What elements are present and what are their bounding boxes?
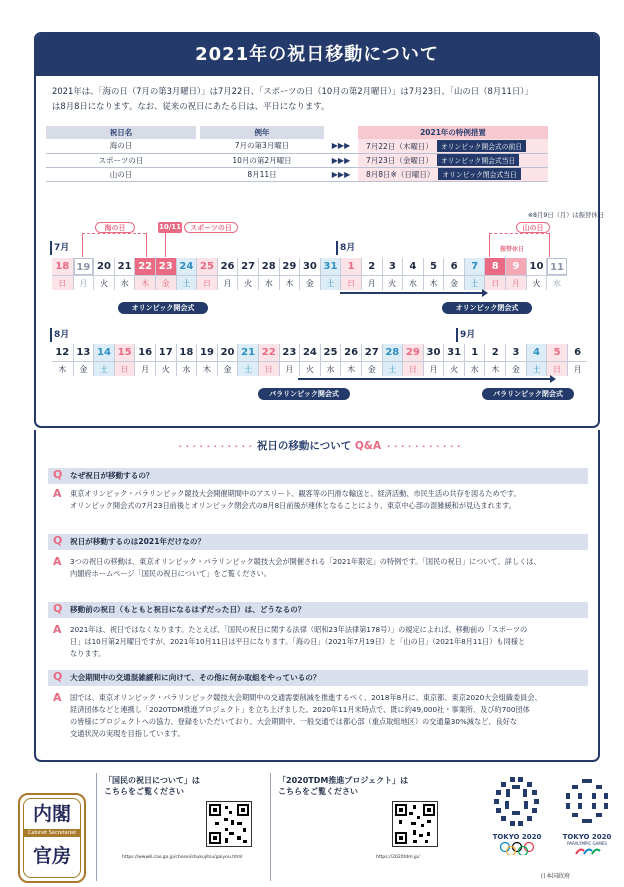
day-of-week: 水 <box>321 361 341 376</box>
day-number: 12 <box>55 347 70 358</box>
olympic-opening-badge: オリンピック開会式 <box>118 302 208 314</box>
day-of-week: 土 <box>465 275 485 290</box>
calendar-day <box>402 258 423 290</box>
day-of-week: 月 <box>280 361 300 376</box>
day-of-week: 金 <box>362 361 382 376</box>
calendar-day <box>258 258 279 290</box>
day-of-week: 金 <box>300 275 320 290</box>
day-number: 14 <box>94 344 114 361</box>
table-row <box>46 139 548 153</box>
calendar-aug-sep <box>52 344 587 376</box>
day-number: 4 <box>409 261 417 272</box>
holiday-name: 海の日 <box>46 139 196 153</box>
callout-sports-num: 10/11 <box>158 223 182 231</box>
day-number: 23 <box>282 347 297 358</box>
day-number: 2 <box>368 261 376 272</box>
calendar-day <box>299 258 320 290</box>
day-number: 6 <box>574 347 582 358</box>
calendar-day <box>114 258 135 290</box>
calendar-day <box>114 344 135 376</box>
calendar-day <box>299 344 320 376</box>
day-of-week: 日 <box>259 361 279 376</box>
answer-1: A 東京オリンピック・パラリンピック競技大会開催期間中のアスリート、観客等の円滑な輸送と、経済活動、市民生活の共存を図るためです。 オリンピック開会式の7月23日前後とオリンピック閉会式の8月8日前後が連休となることにより、東京中心部の混雑緩和が見込まれます。 <box>53 487 521 510</box>
answer-4: A 国では、東京オリンピック・パラリンピック競技大会期間中の交通需要削減を推進するべく、2018年8月に、東京都、東京2020大会組織委員会、 経済団体などと連携し「2020TDM推進プロジェクト」を立ち上げました。2020年11月末時点で、既に約49,000社・事業所、及び約700団体 の皆様にプロジェクトへの協力、登録をいただいており、大会期間中、一般交通では都心部（重点取組地区）の交通量30%減など、良好な 交通状況の実現を目指しています。 <box>53 691 542 738</box>
day-of-week: 土 <box>238 361 258 376</box>
calendar-day <box>52 344 73 376</box>
day-number: 30 <box>302 261 317 272</box>
day-of-week: 木 <box>341 361 361 376</box>
day-number: 10 <box>529 261 544 272</box>
link-url-tdm[interactable]: https://2020tdm.jp/ <box>376 855 420 860</box>
calendar-day <box>134 258 155 290</box>
day-of-week: 月 <box>135 361 155 376</box>
day-of-week: 日 <box>547 361 567 376</box>
calendar-day <box>484 258 505 290</box>
calendar-day <box>93 344 114 376</box>
day-of-week: 日 <box>115 361 135 376</box>
day-of-week: 土 <box>527 361 547 376</box>
day-number: 4 <box>527 344 547 361</box>
day-number: 3 <box>388 261 396 272</box>
day-number: 22 <box>259 344 279 361</box>
footer <box>0 765 624 887</box>
olympic-badge: オリンピック開会式の前日 <box>437 140 526 152</box>
calendar-day <box>176 258 197 290</box>
day-number: 23 <box>156 258 176 275</box>
day-number: 8 <box>485 258 505 275</box>
calendar-day <box>237 344 258 376</box>
day-number: 5 <box>547 344 567 361</box>
day-number: 28 <box>383 344 403 361</box>
day-of-week: 火 <box>156 361 176 376</box>
cabinet-secretariat-logo: 内閣 Cabinet Secretariat 官房 <box>18 793 86 883</box>
day-of-week: 火 <box>94 275 114 290</box>
day-of-week: 月 <box>506 275 526 290</box>
paralympic-closing-badge: パラリンピック閉会式 <box>482 388 574 400</box>
calendar-day <box>423 344 444 376</box>
holiday-date: 7月23日（金曜日） <box>366 156 433 165</box>
day-of-week: 日 <box>197 275 217 290</box>
paralympic-opening-badge: パラリンピック開会式 <box>258 388 350 400</box>
calendar-day <box>196 344 217 376</box>
th-special: 2021年の特例措置 <box>358 126 548 139</box>
calendar-day <box>526 258 547 290</box>
day-of-week: 火 <box>383 275 403 290</box>
calendar-day <box>443 258 464 290</box>
day-number: 24 <box>177 258 197 275</box>
day-number: 1 <box>471 347 479 358</box>
month-label-sep: 9月 <box>456 327 475 342</box>
day-number: 22 <box>135 258 155 275</box>
callout-sports: スポーツの日 <box>184 222 238 233</box>
day-of-week: 金 <box>506 361 526 376</box>
calendar-day <box>505 258 526 290</box>
qr-code-tdm[interactable] <box>392 801 438 847</box>
calendar-day <box>526 344 547 376</box>
government-of-japan-label: 日本国政府 <box>540 873 571 880</box>
day-of-week: 日 <box>341 275 361 290</box>
calendar-day <box>320 344 341 376</box>
calendar-day <box>196 258 217 290</box>
olympic-badge: オリンピック開会式当日 <box>437 154 520 166</box>
day-of-week: 水 <box>403 275 423 290</box>
calendar-day <box>217 258 238 290</box>
table-row <box>46 153 548 167</box>
day-of-week: 火 <box>300 361 320 376</box>
qa-heading: ・・・・・・・・・・・ 祝日の移動について Q&A ・・・・・・・・・・・ <box>176 440 462 452</box>
tokyo2020-olympic-emblem: TOKYO 2020 <box>488 775 546 857</box>
calendar-day <box>237 258 258 290</box>
day-number: 16 <box>138 347 153 358</box>
day-number: 29 <box>403 344 423 361</box>
question-4: Q 大会期間中の交通混雑緩和に向けて、その他に何か取組をやっているの？ <box>48 670 588 686</box>
period-arrow <box>340 292 484 294</box>
day-number: 26 <box>220 261 235 272</box>
day-of-week: 水 <box>177 361 197 376</box>
question-1: Q なぜ祝日が移動するの？ <box>48 468 588 484</box>
day-of-week: 月 <box>362 275 382 290</box>
day-of-week: 水 <box>115 275 135 290</box>
day-of-week: 月 <box>424 361 444 376</box>
calendar-day <box>505 344 526 376</box>
day-number: 27 <box>364 347 379 358</box>
holiday-usual: 8月11日 <box>200 167 324 181</box>
day-number: 19 <box>199 347 214 358</box>
day-of-week: 土 <box>321 275 341 290</box>
calendar-day <box>73 258 94 290</box>
day-number: 27 <box>241 261 256 272</box>
calendar-day <box>93 258 114 290</box>
intro-line-1: 2021年は、「海の日（7月の第3月曜日）」は7月22日、「スポーツの日（10月の第2月曜日）」は7月23日、「山の日（8月11日）」 <box>52 86 533 96</box>
day-number: 1 <box>341 258 361 275</box>
day-number: 24 <box>302 347 317 358</box>
month-label-aug: 8月 <box>336 240 355 255</box>
arrow-icon: ▶▶▶ <box>324 167 358 181</box>
day-number: 7 <box>465 258 485 275</box>
holiday-usual: 7月の第3月曜日 <box>200 139 324 153</box>
calendar-day <box>73 344 94 376</box>
calendar-day <box>361 258 382 290</box>
day-of-week: 木 <box>485 361 505 376</box>
day-of-week: 金 <box>74 361 94 376</box>
day-of-week: 木 <box>52 361 73 376</box>
day-of-week: 日 <box>403 361 423 376</box>
answer-2: A 3つの祝日の移動は、東京オリンピック・パラリンピック競技大会が開催される「2021年限定」の特例です。「国民の祝日」について、詳しくは、 内閣府ホームページ「国民の祝日について」をご覧ください。 <box>53 555 541 578</box>
day-number: 29 <box>282 261 297 272</box>
intro-line-2: は8月8日になります。なお、従来の祝日にあたる日は、平日になります。 <box>52 101 330 111</box>
calendar-day <box>320 258 341 290</box>
link-block-holidays: 「国民の祝日について」は こちらをご覧ください <box>104 776 200 796</box>
day-number: 21 <box>117 261 132 272</box>
day-number: 2 <box>491 347 499 358</box>
olympic-closing-badge: オリンピック閉会式 <box>442 302 532 314</box>
day-of-week: 金 <box>218 361 238 376</box>
calendar-day <box>176 344 197 376</box>
furikae-label: 振替休日 <box>500 246 525 253</box>
day-number: 21 <box>238 344 258 361</box>
holiday-date: 7月22日（木曜日） <box>366 141 433 151</box>
holiday-name: スポーツの日 <box>46 153 196 167</box>
period-arrow <box>298 378 552 380</box>
calendar-day <box>361 344 382 376</box>
day-of-week: 木 <box>280 275 300 290</box>
day-of-week: 月 <box>568 361 588 376</box>
day-number: 15 <box>115 344 135 361</box>
calendar-day <box>52 258 73 290</box>
calendar-day <box>155 258 176 290</box>
page-title: 2021年の祝日移動について <box>36 34 598 76</box>
day-of-week: 水 <box>547 275 567 290</box>
agitos-icon <box>558 846 616 856</box>
callout-yama: 山の日 <box>516 222 550 233</box>
calendar-day <box>382 258 403 290</box>
tokyo2020-paralympic-emblem: TOKYO 2020 PARALYMPIC GAMES <box>558 775 616 858</box>
day-of-week: 火 <box>238 275 258 290</box>
day-of-week: 水 <box>259 275 279 290</box>
day-number: 20 <box>220 347 235 358</box>
callout-umi: 海の日 <box>95 222 135 233</box>
day-number: 19 <box>74 258 94 275</box>
answer-3: A 2021年は、祝日ではなくなります。たとえば、「国民の祝日に関する法律（昭和23年法律第178号）」の規定によれば、移動前の「スポーツの 日」は10月第2月曜日ですが、2021年10月11日は平日になります。「海の日」（2021年7月19日）と「山の日」（2021年8月11日）も同様と なります。 <box>53 623 528 658</box>
th-holiday-name: 祝日名 <box>46 126 196 139</box>
calendar-day <box>464 258 485 290</box>
day-number: 5 <box>430 261 437 272</box>
link-url-holidays[interactable]: https://www8.cao.go.jp/chosei/shukujitsu/gaiyou.html <box>122 855 243 860</box>
calendar-day <box>484 344 505 376</box>
day-of-week: 火 <box>444 361 464 376</box>
calendar-day <box>258 344 279 376</box>
calendar-day <box>217 344 238 376</box>
day-of-week: 火 <box>527 275 547 290</box>
day-of-week: 金 <box>156 275 176 290</box>
table-row <box>46 167 548 181</box>
day-number: 26 <box>344 347 359 358</box>
day-number: 3 <box>512 347 520 358</box>
day-number: 18 <box>179 347 194 358</box>
day-number: 20 <box>97 261 111 272</box>
calendar-day <box>155 344 176 376</box>
intro-text <box>52 84 588 114</box>
day-of-week: 水 <box>465 361 485 376</box>
day-number: 31 <box>321 258 341 275</box>
calendar-day <box>134 344 155 376</box>
olympic-rings-icon <box>488 841 546 855</box>
day-number: 9 <box>506 258 526 275</box>
th-usual: 例年 <box>200 126 324 139</box>
day-of-week: 土 <box>94 361 114 376</box>
calendar-day <box>546 344 567 376</box>
day-number: 11 <box>547 258 567 275</box>
calendar-day <box>402 344 423 376</box>
olympic-badge: オリンピック閉会式当日 <box>438 168 521 180</box>
holiday-usual: 10月の第2月曜日 <box>200 153 324 167</box>
day-of-week: 月 <box>74 275 94 290</box>
day-of-week: 月 <box>218 275 238 290</box>
calendar-day <box>443 344 464 376</box>
calendar-day <box>279 344 300 376</box>
day-number: 18 <box>52 258 73 275</box>
calendar-day <box>546 258 567 290</box>
calendar-day <box>464 344 485 376</box>
day-of-week: 木 <box>424 275 444 290</box>
qr-code-holidays[interactable] <box>206 801 252 847</box>
day-number: 25 <box>197 258 217 275</box>
day-number: 13 <box>76 347 91 358</box>
day-of-week: 日 <box>485 275 505 290</box>
day-of-week: 土 <box>383 361 403 376</box>
calendar-day <box>567 344 588 376</box>
qa-card <box>34 430 600 762</box>
calendar-day <box>340 258 361 290</box>
day-number: 6 <box>450 261 458 272</box>
footnote: ※8月9日（月）は振替休日 <box>527 212 604 219</box>
month-label-aug-2: 8月 <box>50 327 69 342</box>
calendar-day <box>382 344 403 376</box>
link-block-tdm: 「2020TDM推進プロジェクト」は こちらをご覧ください <box>278 776 409 796</box>
day-number: 17 <box>158 347 173 358</box>
day-number: 30 <box>426 347 441 358</box>
arrow-icon: ▶▶▶ <box>324 139 358 153</box>
day-of-week: 土 <box>177 275 197 290</box>
holiday-table <box>46 126 548 182</box>
day-of-week: 木 <box>197 361 217 376</box>
day-of-week: 金 <box>444 275 464 290</box>
day-number: 28 <box>261 261 276 272</box>
day-of-week: 木 <box>135 275 155 290</box>
calendar-day <box>340 344 361 376</box>
question-2: Q 祝日が移動するのは2021年だけなの？ <box>48 534 588 550</box>
question-3: Q 移動前の祝日（もともと祝日になるはずだった日）は、どうなるの？ <box>48 602 588 618</box>
day-number: 25 <box>323 347 338 358</box>
day-number: 31 <box>447 347 462 358</box>
calendar-day <box>423 258 444 290</box>
holiday-date: 8月8日※（日曜日） <box>366 170 435 179</box>
arrow-icon: ▶▶▶ <box>324 153 358 167</box>
holiday-name: 山の日 <box>46 167 196 181</box>
day-of-week: 日 <box>52 275 73 290</box>
calendar-day <box>279 258 300 290</box>
calendar-jul-aug <box>52 258 567 290</box>
month-label-jul: 7月 <box>50 240 69 255</box>
